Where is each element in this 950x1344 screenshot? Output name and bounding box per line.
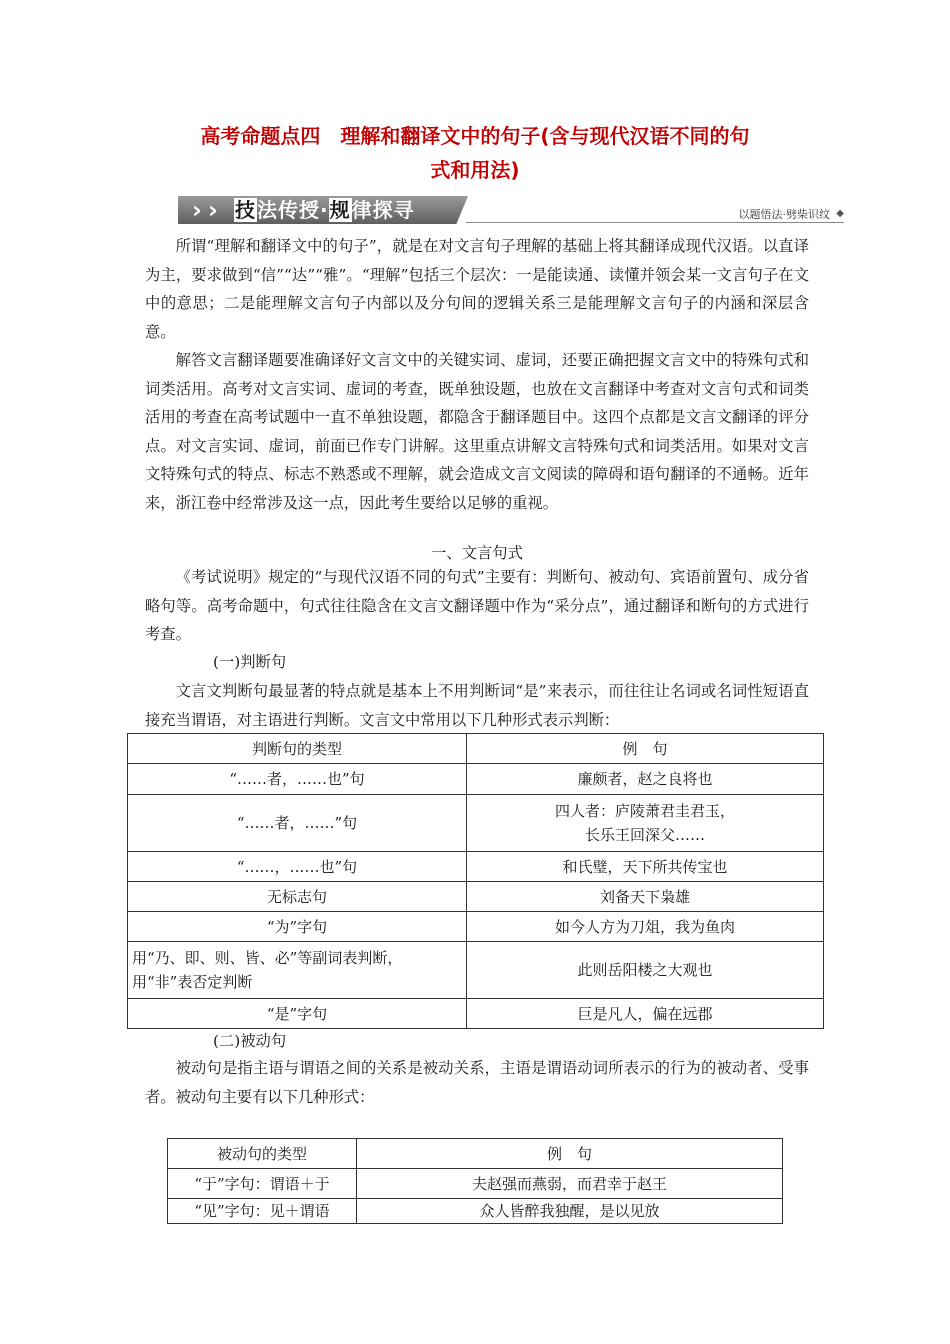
banner-title-char: 规 (329, 198, 351, 222)
paragraph-judgment: 文言文判断句最显著的特点就是基本上不用判断词“是”来表示，而往往让名词或名词性短语直接充当谓语，对主语进行判断。文言文中常用以下几种形式表示判断： (145, 682, 809, 729)
table-header-cell: 例 句 (467, 734, 824, 764)
banner-subtitle: 以题悟法·劈柴识纹 (738, 208, 830, 221)
table-cell-type: “见”字句：见＋谓语 (168, 1199, 357, 1224)
table-row (128, 999, 824, 1029)
table-cell-type: “为”字句 (128, 912, 467, 942)
table-header-row (168, 1139, 783, 1169)
table-row (168, 1169, 783, 1199)
banner-title-char: 技 (235, 198, 256, 222)
page-title-line1: 高考命题点四 理解和翻译文中的句子(含与现代汉语不同的句 (200, 124, 750, 148)
table-cell-line: 用“非”表否定判断 (132, 973, 253, 991)
paragraph-method: 解答文言翻译题要准确译好文言文中的关键实词、虚词，还要正确把握文言文中的特殊句式和词类活用。高考对文言实词、虚词的考查，既单独设题，也放在文言翻译中考查对文言句式和词类活用的考查在高考试题中一直不单独设题，都隐含于翻译题目中。这四个点都是文言文翻译的评分点。对文言实词、虚词，前面已作专门讲解。这里重点讲解文言特殊句式和词类活用。如果对文言文特殊句式的特点、标志不熟悉或不理解，就会造成文言文阅读的障碍和语句翻译的不通畅。近年来，浙江卷中经常涉及这一点，因此考生要给以足够的重视。 (145, 351, 809, 512)
paragraph-intro: 所谓“理解和翻译文中的句子”，就是在对文言句子理解的基础上将其翻译成现代汉语。以直译为主，要求做到“信”“达”“雅”。“理解”包括三个层次：一是能读通、读懂并领会某一文言句子在文中的意思；二是能理解文言句子内部以及分句间的逻辑关系三是能理解文言句子的内涵和深层含意。 (145, 237, 809, 341)
section-heading: 一、文言句式 (431, 544, 523, 562)
banner-title (234, 197, 415, 223)
table-cell-type: “……，……也”句 (128, 852, 467, 882)
table-cell-example: 和氏璧，天下所共传宝也 (467, 852, 824, 882)
section-banner (178, 194, 844, 228)
table-row (128, 942, 824, 999)
table-cell-type: “……者，……也”句 (128, 764, 467, 795)
chevron-right-icon: › (208, 196, 218, 224)
table-cell-type: 无标志句 (128, 882, 467, 912)
table-cell-type (128, 942, 467, 999)
subsection-heading-judgment: (一)判断句 (213, 653, 287, 671)
subsection-heading-passive: (二)被动句 (213, 1032, 287, 1050)
table-header-row (128, 734, 824, 764)
table-cell-example: 如今人方为刀俎，我为鱼肉 (467, 912, 824, 942)
table-cell-example: 廉颇者，赵之良将也 (467, 764, 824, 795)
table-cell-example (467, 795, 824, 852)
table-cell-type: “……者，……”句 (128, 795, 467, 852)
paragraph-exam-note: 《考试说明》规定的“与现代汉语不同的句式”主要有：判断句、被动句、宾语前置句、成分省略句等。高考命题中，句式往往隐含在文言文翻译题中作为“采分点”，通过翻译和断句的方式进行考查。 (145, 568, 809, 644)
table-cell-line: 四人者：庐陵萧君圭君玉， (554, 802, 735, 820)
chevron-right-icon: › (192, 196, 202, 224)
diamond-icon: ◆ (836, 208, 844, 219)
banner-title-text: 律探寻 (351, 198, 415, 222)
table-header-cell: 判断句的类型 (128, 734, 467, 764)
table-cell-example: 夫赵强而燕弱，而君幸于赵王 (357, 1169, 783, 1199)
judgment-sentence-table (127, 733, 824, 1029)
table-cell-example: 刘备天下枭雄 (467, 882, 824, 912)
table-row (128, 852, 824, 882)
table-header-cell: 被动句的类型 (168, 1139, 357, 1169)
table-cell-type: “于”字句：谓语＋于 (168, 1169, 357, 1199)
table-header-cell: 例 句 (357, 1139, 783, 1169)
table-cell-line: 用“乃、即、则、皆、必”等副词表判断， (132, 949, 403, 967)
page-title-line2: 式和用法) (430, 158, 520, 182)
table-row (128, 882, 824, 912)
table-cell-example: 众人皆醉我独醒，是以见放 (357, 1199, 783, 1224)
table-row (128, 912, 824, 942)
table-cell-line: 长乐王回深父…… (584, 826, 705, 844)
banner-title-text: 法传授· (257, 198, 329, 222)
table-row (128, 795, 824, 852)
passive-sentence-table (167, 1138, 783, 1224)
table-row (168, 1199, 783, 1224)
table-cell-example: 此则岳阳楼之大观也 (467, 942, 824, 999)
table-row (128, 764, 824, 795)
paragraph-passive: 被动句是指主语与谓语之间的关系是被动关系，主语是谓语动词所表示的行为的被动者、受事者。被动句主要有以下几种形式： (145, 1059, 809, 1106)
table-cell-type: “是”字句 (128, 999, 467, 1029)
banner-rule (466, 222, 844, 223)
table-cell-example: 巨是凡人，偏在远郡 (467, 999, 824, 1029)
